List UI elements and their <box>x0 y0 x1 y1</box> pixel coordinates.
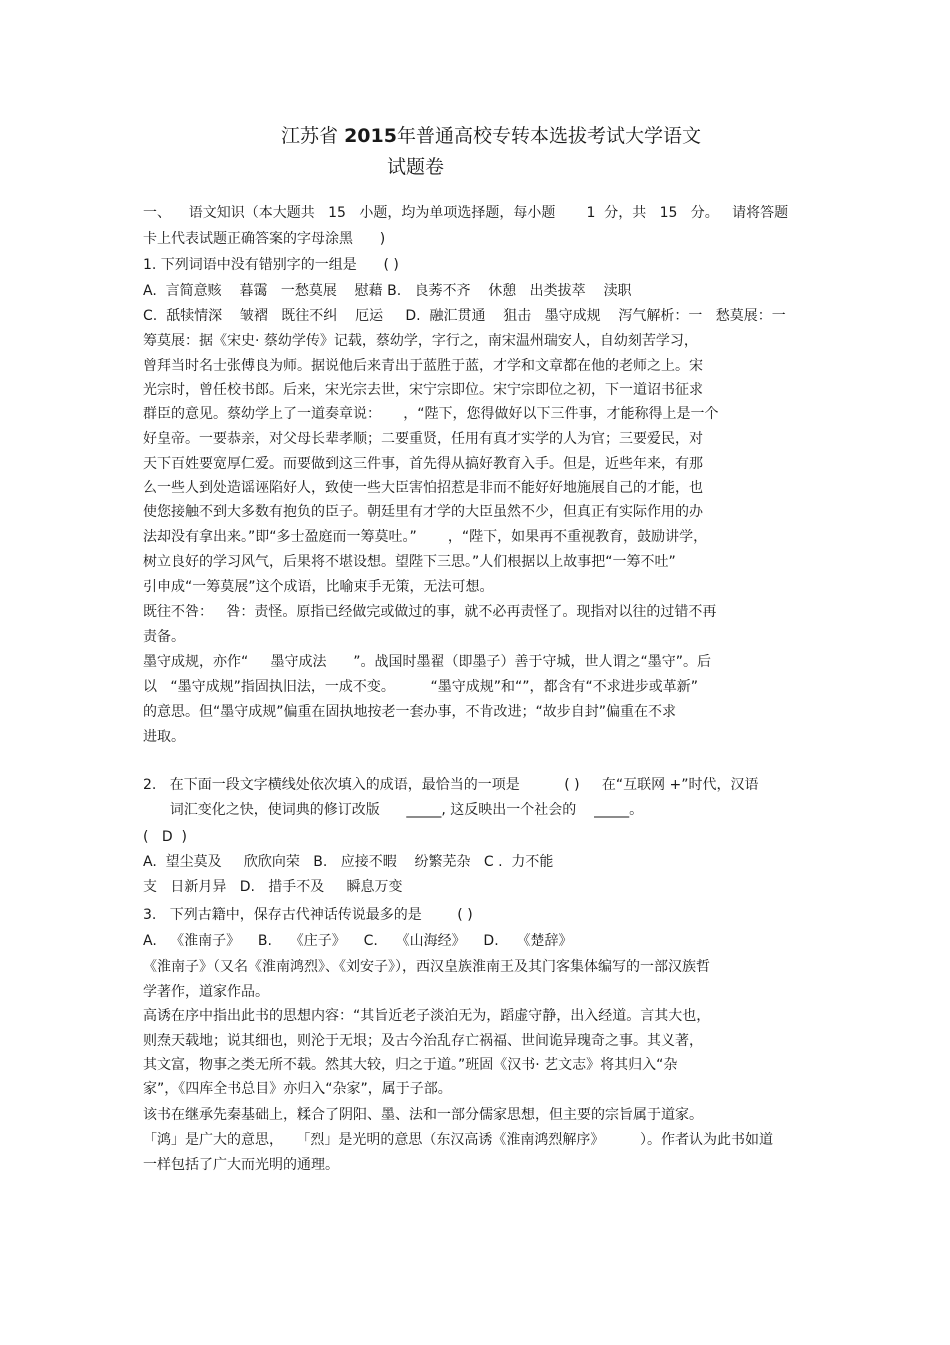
text-line: 以 “墨守成规”指固执旧法，一成不变。 “墨守成规”和“”，都含有“不求进步或革新” <box>143 679 698 695</box>
text-line: 曾拜当时名士张傅良为师。据说他后来青出于蓝胜于蓝，才学和文章都在他的老师之上。宋 <box>143 358 703 374</box>
text-line: 墨守成规，亦作“ 墨守成法 ”。战国时墨翟（即墨子）善于守城，世人谓之“墨守”。后 <box>143 654 711 670</box>
text-line: 家”，《四库全书总目》亦归入“杂家”，属于子部。 <box>143 1081 452 1097</box>
text-line: 「鸿」是广大的意思， 「烈」是光明的意思（东汉高诱《淮南鸿烈解序》 ）。作者认为此书如道 <box>143 1132 773 1148</box>
text-line: A. 言简意赅 暮霭 一愁莫展 慰藉 B. 良莠不齐 休憩 出类拔萃 渎职 <box>143 283 632 299</box>
text-line: 一、 语文知识（本大题共 15 小题，均为单项选择题，每小题 1 分，共 15 分。 请将答题 <box>143 205 789 221</box>
text-line: 进取。 <box>143 729 185 745</box>
text-line: 既往不咎： 咎：责怪。原指已经做完或做过的事，就不必再责怪了。现指对以往的过错不再 <box>143 604 717 620</box>
page-subtitle: 试题卷 <box>387 156 445 178</box>
title-suffix: 年普通高校专转本选拔考试大学语文 <box>396 125 701 147</box>
text-line: 则焘天载地；说其细也，则沦于无垠；及古今治乱存亡祸福、世间诡异瑰奇之事。其义著， <box>143 1033 703 1049</box>
text-line: 天下百姓要宽厚仁爱。而要做到这三件事，首先得从搞好教育入手。但是，近些年来，有那 <box>143 456 703 472</box>
text-line: 该书在继承先秦基础上，糅合了阴阳、墨、法和一部分儒家思想，但主要的宗旨属于道家。 <box>143 1107 703 1123</box>
text-line: 群臣的意见。蔡幼学上了一道奏章说： ，“陛下，您得做好以下三件事，才能称得上是一个 <box>143 406 719 422</box>
text-line: 法却没有拿出来。”即“多士盈庭而一筹莫吐。” ，“陛下，如果再不重视教育，鼓励讲学， <box>143 529 708 545</box>
text-line: 学著作，道家作品。 <box>143 984 269 1000</box>
text-line: 1. 下列词语中没有错别字的一组是 ( ) <box>143 257 399 273</box>
text-line: C. 舐犊情深 皱褶 既往不纠 厄运 D. 融汇贯通 狙击 墨守成规 泻气解析：一 愁莫展：一 <box>143 308 786 324</box>
text-line: 好皇帝。一要恭亲，对父母长辈孝顺；二要重贤，任用有真才实学的人为官；三要爱民，对 <box>143 431 703 447</box>
text-line: 的意思。但“墨守成规”偏重在固执地按老一套办事，不肯改进；“故步自封”偏重在不求 <box>143 704 677 720</box>
title-year: 2015 <box>344 125 397 147</box>
text-line: 树立良好的学习风气，后果将不堪设想。望陛下三思。”人们根据以上故事把“一筹不吐” <box>143 554 676 570</box>
text-line: 3. 下列古籍中，保存古代神话传说最多的是 ( ) <box>143 907 473 923</box>
text-line: ( D ) <box>143 829 187 845</box>
text-line: 支 日新月异 D. 措手不及 瞬息万变 <box>143 879 403 895</box>
text-line: 筹莫展：据《宋史· 蔡幼学传》记载，蔡幼学，字行之，南宋温州瑞安人，自幼刻苦学习， <box>143 333 698 349</box>
text-line: 其文富，物事之类无所不载。然其大较，归之于道。”班固《汉书· 艺文志》将其归入“杂 <box>143 1057 678 1073</box>
title-prefix: 江苏省 <box>281 125 339 147</box>
text-line: 引申成“一筹莫展”这个成语，比喻束手无策，无法可想。 <box>143 579 494 595</box>
text-line: 么一些人到处造谣诬陷好人，致使一些大臣害怕招惹是非而不能好好地施展自己的才能，也 <box>143 480 703 496</box>
text-line: 高诱在序中指出此书的思想内容：“其旨近老子淡泊无为，蹈虚守静，出入经道。言其大也， <box>143 1008 711 1024</box>
text-line: 2. 在下面一段文字横线处依次填入的成语，最恰当的一项是 ( ) 在“互联网 +”时代，汉语 <box>143 777 759 793</box>
text-line: 使您接触不到大多数有抱负的臣子。朝廷里有才学的大臣虽然不少，但真正有实际作用的办 <box>143 504 703 520</box>
page-title <box>281 124 701 148</box>
text-line: A. 望尘莫及 欣欣向荣 B. 应接不暇 纷繁芜杂 C . 力不能 <box>143 854 554 870</box>
text-line: 卡上代表试题正确答案的字母涂黑 ) <box>143 231 386 247</box>
text-line: 一样包括了广大而光明的通理。 <box>143 1157 339 1173</box>
text-line: 词汇变化之快，使词典的修订改版 _____, 这反映出一个社会的 _____。 <box>143 802 644 818</box>
text-line: 《淮南子》（又名《淮南鸿烈》、《刘安子》），西汉皇族淮南王及其门客集体编写的一部汉族哲 <box>143 959 710 975</box>
text-line: A. 《淮南子》 B. 《庄子》 C. 《山海经》 D. 《楚辞》 <box>143 933 573 949</box>
text-line: 责备。 <box>143 629 185 645</box>
text-line: 光宗时，曾任校书郎。后来，宋光宗去世，宋宁宗即位。宋宁宗即位之初，下一道诏书征求 <box>143 382 703 398</box>
